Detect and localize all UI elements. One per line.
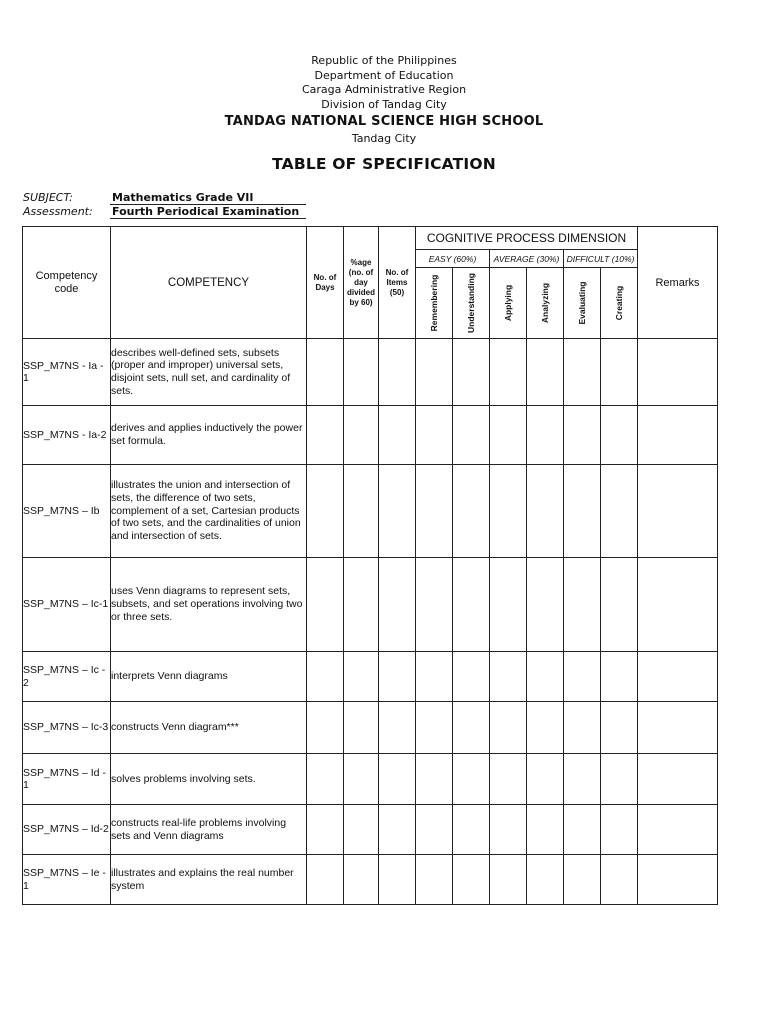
- table-row: [23, 855, 718, 905]
- items-cell: [379, 558, 416, 652]
- evaluating-cell: [564, 754, 601, 805]
- remembering-cell: [416, 465, 453, 558]
- percent-cell: [344, 652, 379, 702]
- evaluating-cell: [564, 406, 601, 465]
- remembering-cell: [416, 558, 453, 652]
- percent-cell: [344, 702, 379, 754]
- applying-cell: [490, 652, 527, 702]
- creating-cell: [601, 339, 638, 406]
- remarks-cell: [638, 406, 718, 465]
- header-analyzing: Analyzing: [527, 268, 564, 339]
- analyzing-cell: [527, 652, 564, 702]
- creating-cell: [601, 702, 638, 754]
- evaluating-cell: [564, 652, 601, 702]
- days-cell: [307, 406, 344, 465]
- header-remembering: Remembering: [416, 268, 453, 339]
- percent-cell: [344, 406, 379, 465]
- competency-code-cell: SSP_M7NS – Ic-1: [23, 558, 111, 652]
- items-cell: [379, 465, 416, 558]
- table-row: [23, 465, 718, 558]
- competency-code-cell: SSP_M7NS - Ia-2: [23, 406, 111, 465]
- items-cell: [379, 855, 416, 905]
- days-cell: [307, 465, 344, 558]
- remarks-cell: [638, 465, 718, 558]
- creating-cell: [601, 406, 638, 465]
- evaluating-cell: [564, 339, 601, 406]
- percent-cell: [344, 465, 379, 558]
- competency-cell: constructs real-life problems involving sets and Venn diagrams: [111, 805, 307, 855]
- competency-cell: interprets Venn diagrams: [111, 652, 307, 702]
- header-applying: Applying: [490, 268, 527, 339]
- analyzing-cell: [527, 754, 564, 805]
- document-title: TABLE OF SPECIFICATION: [272, 155, 496, 173]
- header-department: Department of Education: [314, 69, 454, 82]
- remembering-cell: [416, 702, 453, 754]
- remarks-cell: [638, 855, 718, 905]
- remembering-cell: [416, 754, 453, 805]
- creating-cell: [601, 652, 638, 702]
- percent-cell: [344, 805, 379, 855]
- table-row: [23, 754, 718, 805]
- understanding-cell: [453, 339, 490, 406]
- applying-cell: [490, 855, 527, 905]
- competency-cell: uses Venn diagrams to represent sets, subsets, and set operations involving two or three sets.: [111, 558, 307, 652]
- creating-cell: [601, 855, 638, 905]
- competency-code-cell: SSP_M7NS – Ic-3: [23, 702, 111, 754]
- assessment-underline: [110, 218, 306, 219]
- remarks-cell: [638, 339, 718, 406]
- items-cell: [379, 652, 416, 702]
- remembering-cell: [416, 406, 453, 465]
- table-row: [23, 805, 718, 855]
- days-cell: [307, 339, 344, 406]
- remembering-cell: [416, 339, 453, 406]
- understanding-cell: [453, 465, 490, 558]
- remarks-cell: [638, 805, 718, 855]
- school-name: TANDAG NATIONAL SCIENCE HIGH SCHOOL: [224, 114, 544, 129]
- evaluating-cell: [564, 805, 601, 855]
- evaluating-cell: [564, 702, 601, 754]
- creating-cell: [601, 558, 638, 652]
- table-row: [23, 558, 718, 652]
- subject-value: Mathematics Grade VII: [112, 191, 254, 204]
- header-no-of-items: No. of Items (50): [379, 227, 416, 339]
- creating-cell: [601, 465, 638, 558]
- days-cell: [307, 702, 344, 754]
- days-cell: [307, 805, 344, 855]
- items-cell: [379, 406, 416, 465]
- items-cell: [379, 339, 416, 406]
- header-remarks: Remarks: [638, 227, 718, 339]
- header-republic: Republic of the Philippines: [311, 54, 457, 67]
- analyzing-cell: [527, 805, 564, 855]
- percent-cell: [344, 754, 379, 805]
- competency-code-cell: SSP_M7NS – Id - 1: [23, 754, 111, 805]
- table-row: [23, 339, 718, 406]
- competency-code-cell: SSP_M7NS – Ie - 1: [23, 855, 111, 905]
- header-difficult: DIFFICULT (10%): [564, 250, 638, 268]
- competency-cell: derives and applies inductively the power set formula.: [111, 406, 307, 465]
- days-cell: [307, 652, 344, 702]
- percent-cell: [344, 855, 379, 905]
- competency-code-cell: SSP_M7NS – Ic - 2: [23, 652, 111, 702]
- header-easy: EASY (60%): [416, 250, 490, 268]
- competency-cell: describes well-defined sets, subsets (proper and improper) universal sets, disjoint sets, null set, and cardinality of sets.: [111, 339, 307, 406]
- understanding-cell: [453, 406, 490, 465]
- table-row: [23, 406, 718, 465]
- creating-cell: [601, 805, 638, 855]
- header-region: Caraga Administrative Region: [301, 83, 467, 96]
- header-average: AVERAGE (30%): [490, 250, 564, 268]
- header-creating: Creating: [601, 268, 638, 339]
- items-cell: [379, 754, 416, 805]
- applying-cell: [490, 805, 527, 855]
- items-cell: [379, 805, 416, 855]
- analyzing-cell: [527, 558, 564, 652]
- percent-cell: [344, 339, 379, 406]
- creating-cell: [601, 754, 638, 805]
- header-competency-code: Competency code: [23, 227, 111, 339]
- competency-code-cell: SSP_M7NS – Id-2: [23, 805, 111, 855]
- school-city: Tandag City: [351, 132, 417, 145]
- days-cell: [307, 754, 344, 805]
- days-cell: [307, 558, 344, 652]
- remembering-cell: [416, 805, 453, 855]
- table-row: [23, 652, 718, 702]
- header-percentage: %age (no. of day divided by 60): [344, 227, 379, 339]
- specification-table: [22, 226, 718, 905]
- analyzing-cell: [527, 855, 564, 905]
- competency-cell: constructs Venn diagram***: [111, 702, 307, 754]
- header-division: Division of Tandag City: [321, 98, 447, 111]
- header-evaluating: Evaluating: [564, 268, 601, 339]
- remarks-cell: [638, 702, 718, 754]
- understanding-cell: [453, 855, 490, 905]
- assessment-label: Assessment:: [23, 205, 93, 218]
- competency-code-cell: SSP_M7NS – Ib: [23, 465, 111, 558]
- understanding-cell: [453, 702, 490, 754]
- evaluating-cell: [564, 465, 601, 558]
- subject-label: SUBJECT:: [23, 191, 73, 204]
- remembering-cell: [416, 652, 453, 702]
- understanding-cell: [453, 805, 490, 855]
- remarks-cell: [638, 754, 718, 805]
- header-no-of-days: No. of Days: [307, 227, 344, 339]
- understanding-cell: [453, 652, 490, 702]
- analyzing-cell: [527, 465, 564, 558]
- competency-cell: solves problems involving sets.: [111, 754, 307, 805]
- header-cognitive-process: COGNITIVE PROCESS DIMENSION: [416, 227, 638, 250]
- items-cell: [379, 702, 416, 754]
- table-row: [23, 702, 718, 754]
- analyzing-cell: [527, 702, 564, 754]
- understanding-cell: [453, 754, 490, 805]
- evaluating-cell: [564, 558, 601, 652]
- applying-cell: [490, 465, 527, 558]
- competency-cell: illustrates the union and intersection of sets, the difference of two sets, complement of a set, Cartesian products of two sets, and the cardinalities of union and intersection of sets.: [111, 465, 307, 558]
- competency-cell: illustrates and explains the real number system: [111, 855, 307, 905]
- header-understanding: Understanding: [453, 268, 490, 339]
- evaluating-cell: [564, 855, 601, 905]
- applying-cell: [490, 339, 527, 406]
- remarks-cell: [638, 558, 718, 652]
- applying-cell: [490, 702, 527, 754]
- percent-cell: [344, 558, 379, 652]
- remarks-cell: [638, 652, 718, 702]
- remembering-cell: [416, 855, 453, 905]
- header-competency: COMPETENCY: [111, 227, 307, 339]
- assessment-value: Fourth Periodical Examination: [112, 205, 300, 218]
- applying-cell: [490, 406, 527, 465]
- analyzing-cell: [527, 339, 564, 406]
- applying-cell: [490, 558, 527, 652]
- competency-code-cell: SSP_M7NS - Ia - 1: [23, 339, 111, 406]
- understanding-cell: [453, 558, 490, 652]
- applying-cell: [490, 754, 527, 805]
- analyzing-cell: [527, 406, 564, 465]
- days-cell: [307, 855, 344, 905]
